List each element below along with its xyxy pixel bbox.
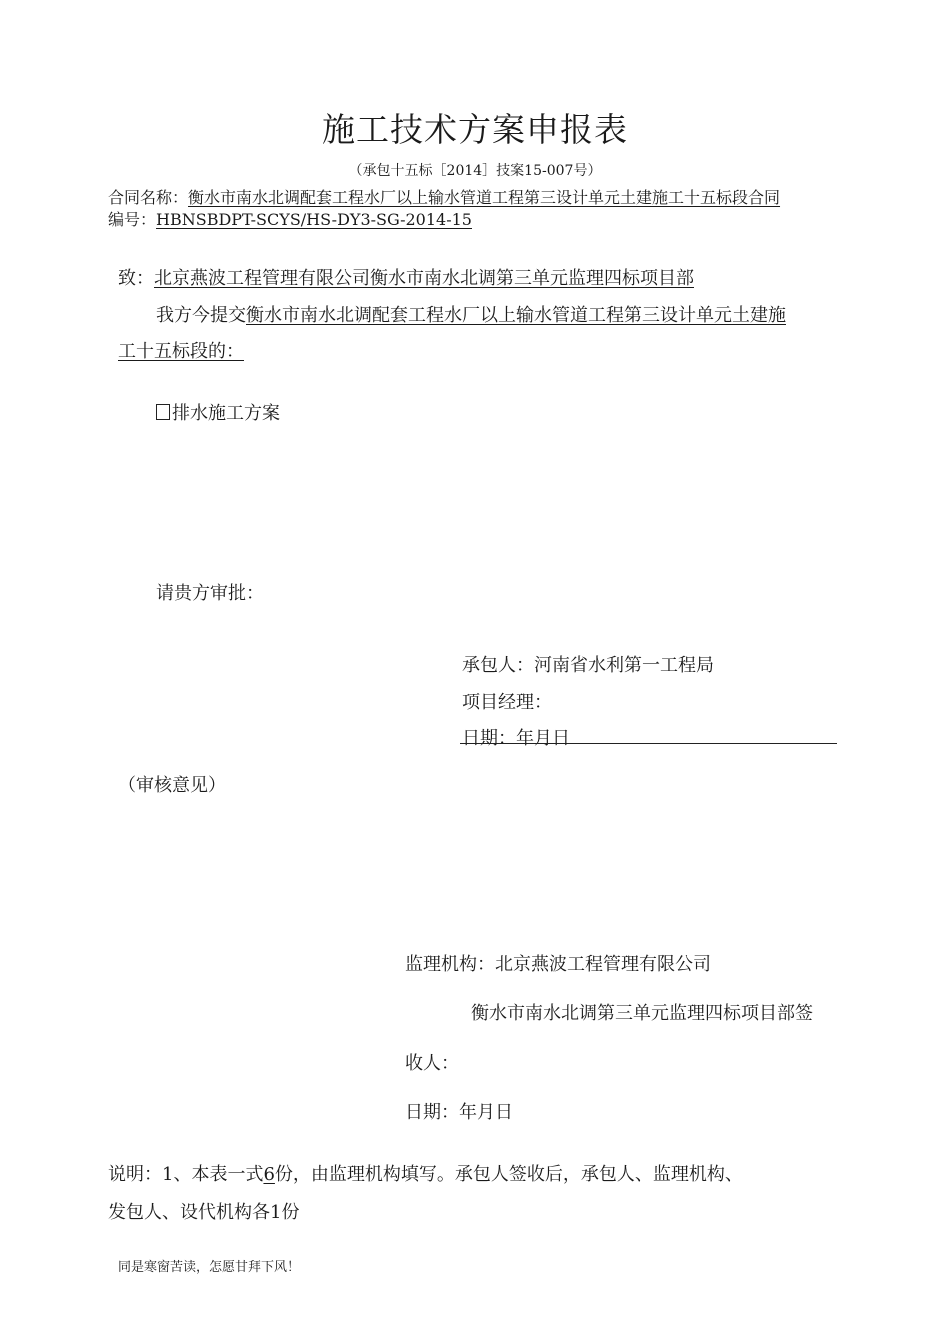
note-line1-rest: 份，由监理机构填写。承包人签收后，承包人、监理机构、: [274, 1164, 743, 1185]
plan-checkbox[interactable]: [156, 404, 170, 420]
note-line-2: 发包人、设代机构各1份: [108, 1202, 300, 1223]
note-copies: 6: [263, 1164, 275, 1185]
contract-code-label: 编号：: [108, 210, 157, 229]
addressee-name: 北京燕波工程管理有限公司衡水市南水北调第三单元监理四标项目部: [154, 268, 694, 289]
submission-prefix: 我方今提交: [156, 305, 246, 326]
submission-suffix: ：: [226, 341, 244, 362]
project-manager: 项目经理：: [462, 692, 552, 713]
contract-name-row: [108, 185, 780, 208]
addressee-row: [118, 264, 694, 290]
contractor-date: 日期：年月日: [462, 728, 570, 749]
plan-item-label: 排水施工方案: [172, 403, 280, 424]
submission-project-part-2: 工十五标段的: [118, 341, 226, 362]
note-prefix: 说明：1、本表一式: [108, 1164, 264, 1185]
supervisor-dept: 衡水市南水北调第三单元监理四标项目部签: [471, 1003, 813, 1024]
submission-line-2: [118, 337, 244, 363]
supervisor-signee: 收人：: [405, 1053, 459, 1074]
contractor-date-line: [460, 743, 837, 744]
form-number: （承包十五标［2014］技案15-007号）: [348, 163, 602, 179]
review-label: （审核意见）: [118, 775, 226, 796]
addressee-prefix: 致：: [118, 268, 154, 289]
contractor-name: 承包人：河南省水利第一工程局: [462, 655, 714, 676]
supervisor-date: 日期：年月日: [405, 1102, 513, 1123]
contract-name-label: 合同名称：: [108, 188, 189, 207]
request-text: 请贵方审批：: [156, 583, 264, 604]
note-line-1: [108, 1160, 743, 1186]
contract-code-value: HBNSBDPT-SCYS/HS-DY3-SG-2014-15: [156, 210, 472, 229]
submission-project-part-1: 衡水市南水北调配套工程水厂以上输水管道工程第三设计单元土建施: [246, 305, 786, 326]
supervisor-org: 监理机构：北京燕波工程管理有限公司: [405, 954, 711, 975]
submission-line-1: [156, 301, 786, 327]
plan-item-row: [156, 399, 280, 425]
page-title: 施工技术方案申报表: [322, 110, 628, 149]
footer-text: 同是寒窗苦读，怎愿甘拜下风！: [118, 1260, 301, 1275]
contract-code-row: [108, 207, 472, 230]
contract-name-value: 衡水市南水北调配套工程水厂以上输水管道工程第三设计单元土建施工十五标段合同: [188, 188, 781, 207]
